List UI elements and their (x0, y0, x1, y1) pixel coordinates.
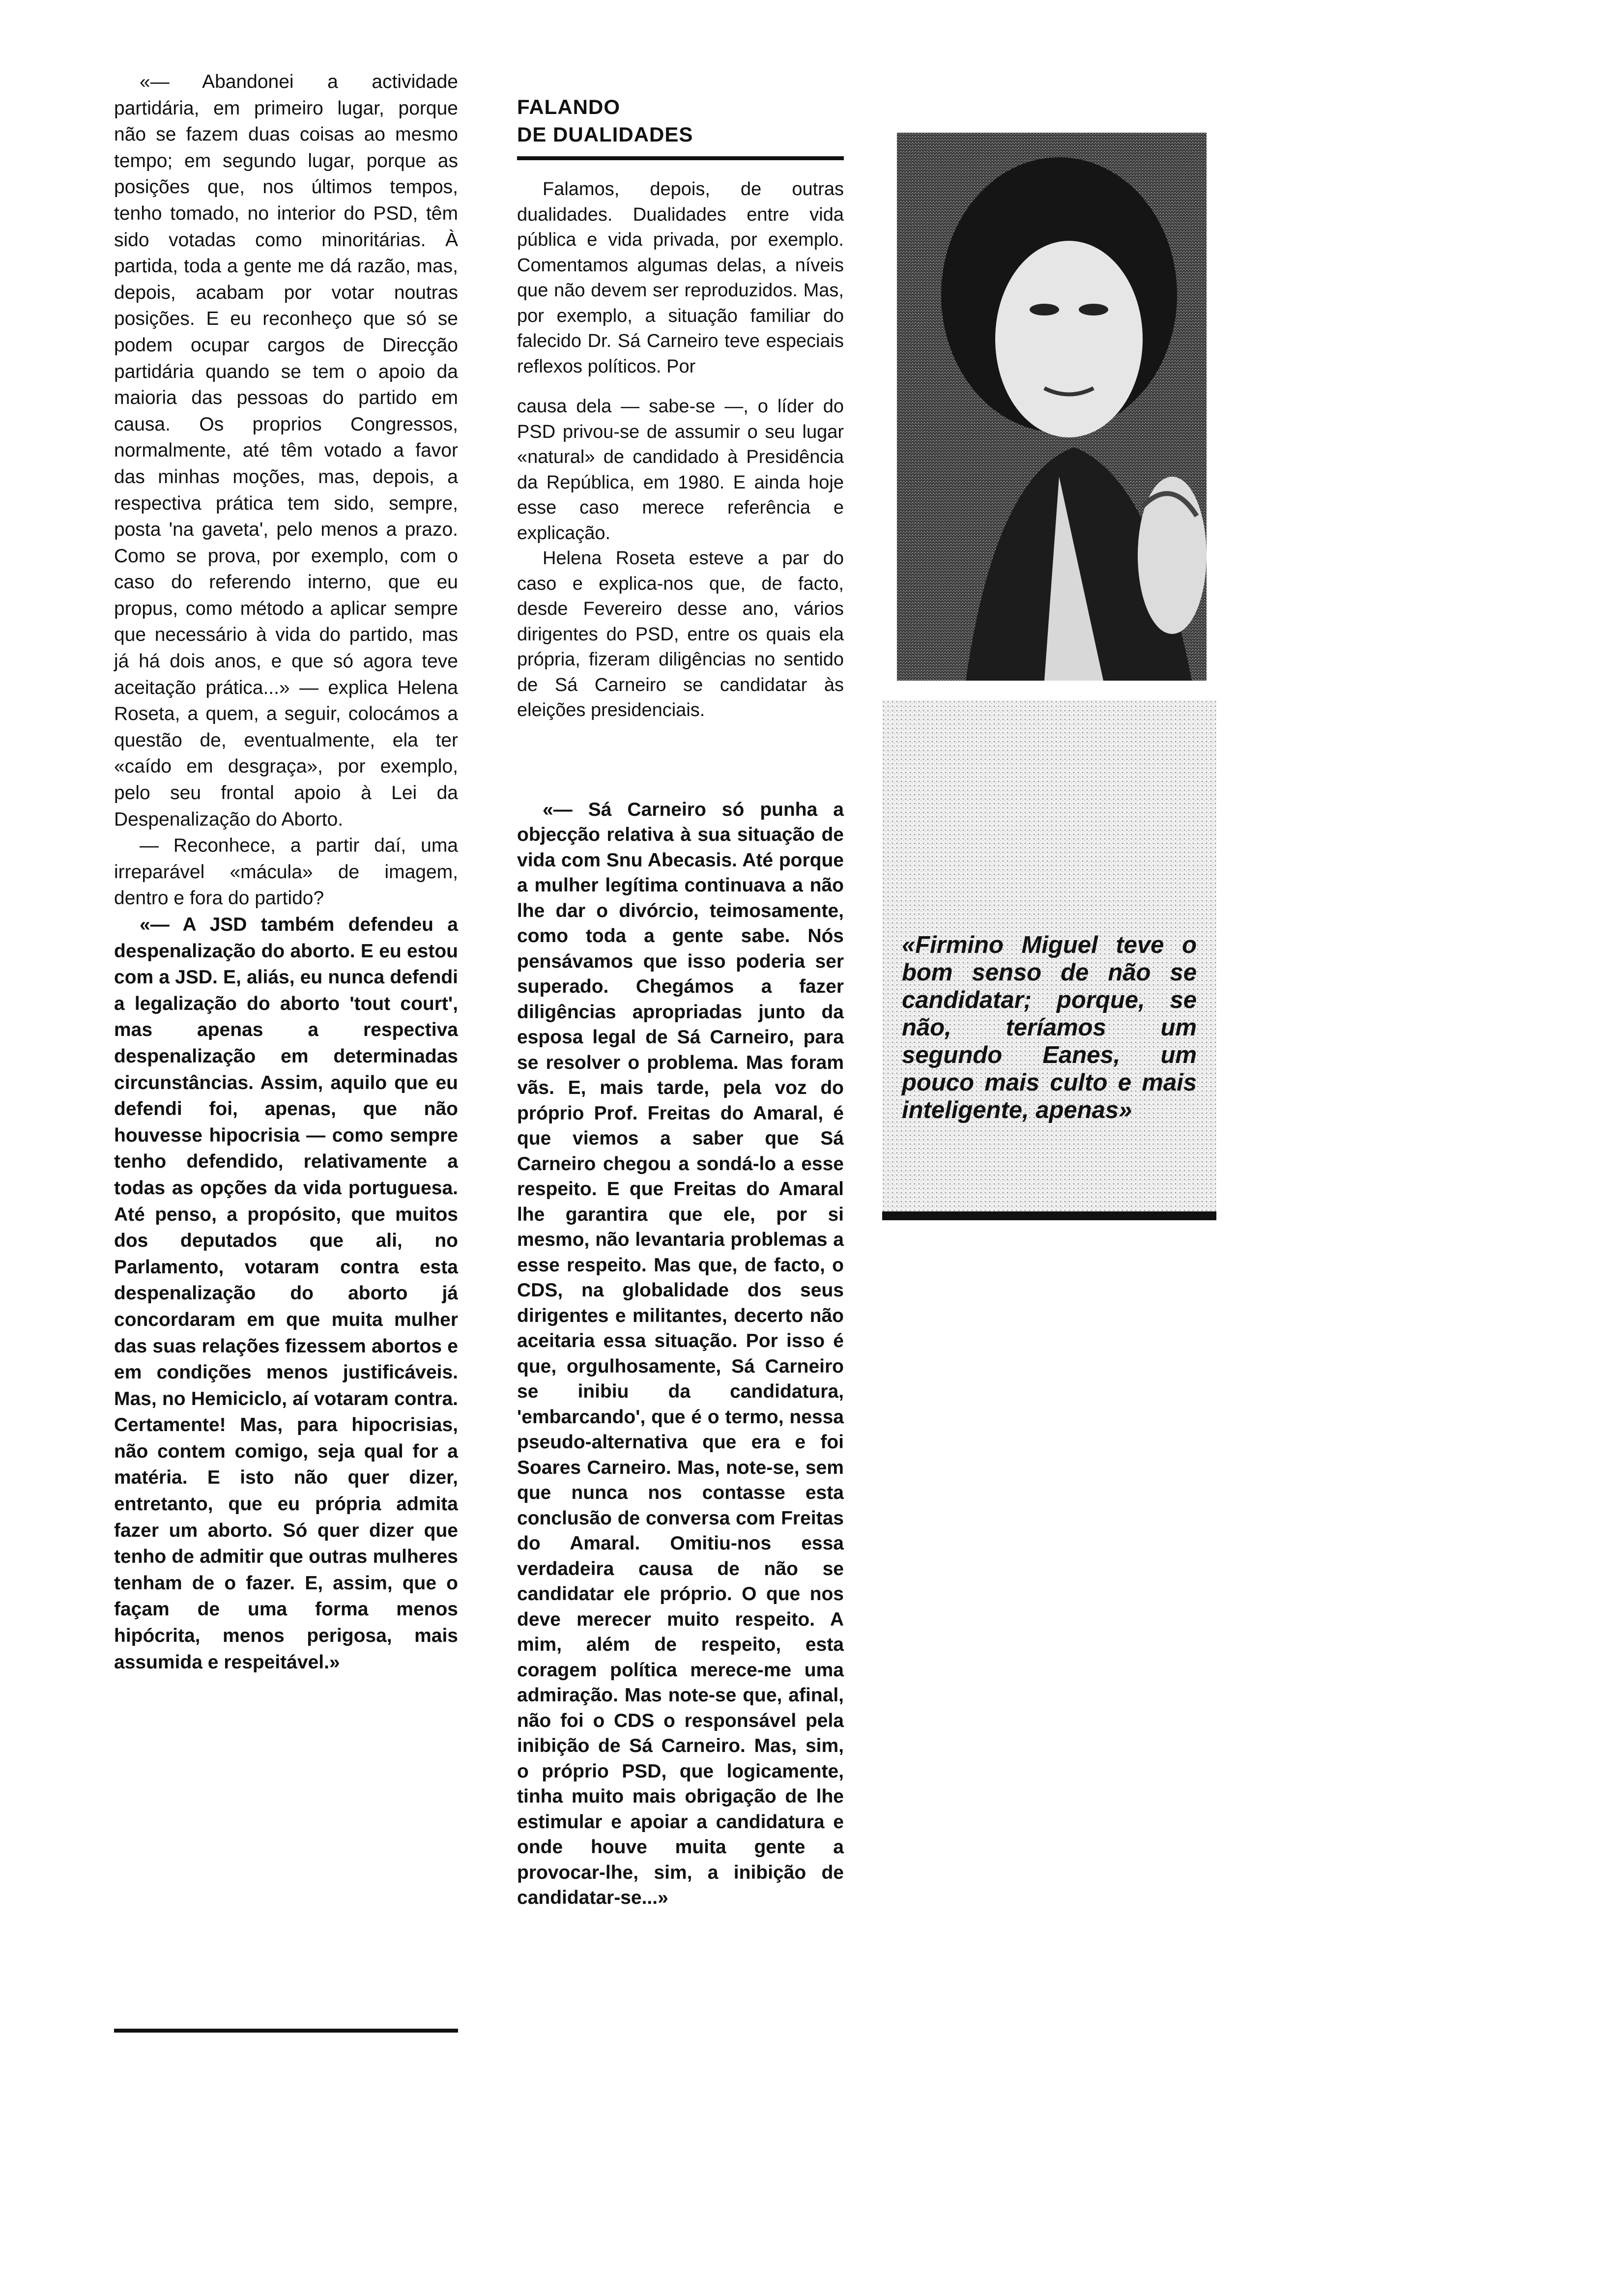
body-paragraph: causa dela — sabe-se —, o líder do PSD privou-se de assumir o seu lugar «natural» de candidado à Presidência da República, em 1980. E ainda hoje esse caso merece referência e explicação. (517, 396, 844, 544)
interview-answer-3: «— Sá Carneiro só punha a objecção relativa à sua situação de vida com Snu Abecasis. Até porque a mulher legítima continuava a não lhe dar o divórcio, teimosamente, como toda a gente sabe. Nós pensávamos que isso poderia ser superado. Chegámos a fazer diligências apropriadas junto da esposa legal de Sá Carneiro, para se resolver o problema. Mas foram vãs. E, mais tarde, pela voz do próprio Prof. Freitas do Amaral, é que viemos a saber que Sá Carneiro chegou a sondá-lo a esse respeito. E que Freitas do Amaral lhe garantira que ele, por si mesmo, não levantaria problemas a esse respeito. Mas que, de facto, o CDS, na globalidade dos seus dirigentes e militantes, decerto não aceitaria essa situação. Por isso é que, orgulhosamente, Sá Carneiro se inibiu da candidatura, 'embarcando', que é o termo, nessa pseudo-alternativa que era e foi Soares Carneiro. Mas, note-se, sem que nunca nos contasse esta conclusão de conversa com Freitas do Amaral. Omitiu-nos essa verdadeira causa de não se candidatar ele próprio. O que nos deve merecer muito respeito. A mim, além de respeito, esta coragem política merece-me uma admiração. Mas note-se que, afinal, não foi o CDS o responsável pela inibição de Sá Carneiro. Mas, sim, o próprio PSD, que logicamente, tinha muito mais obrigação de lhe estimular e apoiar a candidatura e onde houve muita gente a provocar-lhe, sim, a inibição de candidatar-se...» (517, 799, 844, 1908)
body-paragraph: Helena Roseta esteve a par do caso e explica-nos que, de facto, desde Fevereiro desse ano, vários dirigentes do PSD, entre os quais ela própria, fizeram diligências no sentido de Sá Carneiro se candidatar às eleições presidenciais. (517, 548, 844, 720)
interview-question: — Reconhece, a partir daí, uma irreparável «mácula» de imagem, dentro e fora do partido? (114, 835, 458, 909)
interview-answer-1: «— Abandonei a actividade partidária, em primeiro lugar, porque não se fazem duas coisas ao mesmo tempo; em segundo lugar, porque as posições que, nos últimos tempos, tenho tomado, no interior do PSD, têm sido votadas como minoritárias. À partida, toda a gente me dá razão, mas, depois, acabam por votar noutras posições. E eu reconheço que só se podem ocupar cargos de Direcção partidária quando se tem o apoio da maioria das pessoas do partido em causa. Os proprios Congressos, normalmente, até têm votado a favor das minhas moções, mas, depois, a respectiva prática tem sido, sempre, posta 'na gaveta', pelo menos a prazo. Como se prova, por exemplo, com o caso do referendo interno, que eu propus, como método a aplicar sempre que necessário à vida do partido, mas já há dois anos, e que só agora teve aceitação prática...» — explica Helena Roseta, a quem, a seguir, colocámos a questão de, eventualmente, ela ter «caído em desgraça», por exemplo, pelo seu frontal apoio à Lei da Despenalização do Aborto. (114, 71, 458, 830)
article-column-2 (517, 93, 844, 1911)
pull-quote-box (882, 700, 1216, 1211)
section-title-line-2: DE DUALIDADES (517, 123, 693, 146)
interview-answer-2: «— A JSD também defendeu a despenalização do aborto. E eu estou com a JSD. E, aliás, eu nunca defendi a legalização do aborto 'tout court', mas apenas a respectiva despenalização em determinadas circunstâncias. Assim, aquilo que eu defendi foi, apenas, que não houvesse hipocrisia — como sempre tenho defendido, relativamente a todas as opções da vida portuguesa. Até penso, a propósito, que muitos dos deputados que ali, no Parlamento, votaram contra esta despenalização do aborto já concordaram em que muita mulher das suas relações fizessem abortos e em condições menos justificáveis. Mas, no Hemiciclo, aí votaram contra. Certamente! Mas, para hipocrisias, não contem comigo, seja qual for a matéria. E isto não quer dizer, entretanto, que eu própria admita fazer um aborto. Só quer dizer que tenho de admitir que outras mulheres tenham de o fazer. E, assim, que o façam de uma forma menos hipócrita, menos perigosa, mais assumida e respeitável.» (114, 914, 458, 1673)
portrait-photo (897, 133, 1207, 681)
section-title-line-1: FALANDO (517, 95, 620, 118)
pull-quote: «Firmino Miguel teve o bom senso de não se candidatar; porque, se não, teríamos um segundo Eanes, um pouco mais culto e mais inteligente, apenas» (902, 932, 1197, 1123)
section-title (517, 93, 844, 160)
body-paragraph: Falamos, depois, de outras dualidades. Dualidades entre vida pública e vida privada, por exemplo. Comentamos algumas delas, a níveis que não devem ser reproduzidos. Mas, por exemplo, a situação familiar do falecido Dr. Sá Carneiro teve especiais reflexos políticos. Por (517, 179, 844, 377)
article-column-1 (114, 69, 458, 1675)
column-1-end-rule (114, 2029, 458, 2033)
pull-quote-bottom-rule (882, 1211, 1216, 1220)
